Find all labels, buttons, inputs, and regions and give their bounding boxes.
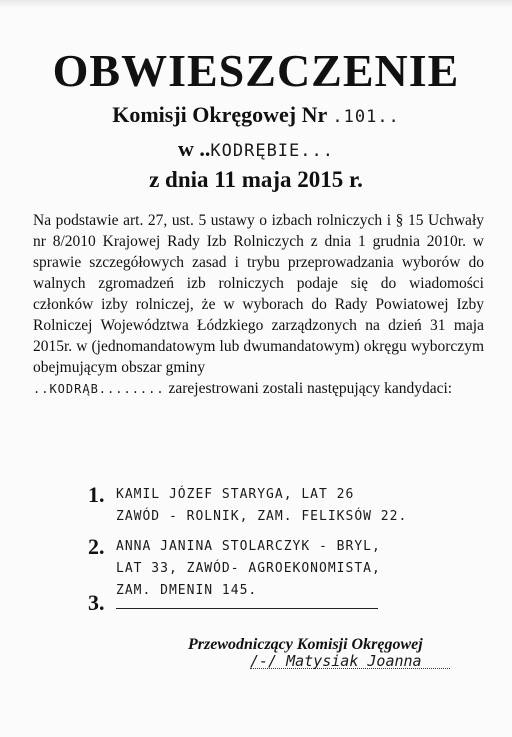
location-line [0, 138, 512, 160]
candidate-number: 2. [88, 534, 105, 559]
candidate-line: ZAM. DMENIN 145. [116, 583, 258, 598]
commission-label: Komisji Okręgowej Nr [112, 102, 327, 127]
candidate-line: ZAWÓD - ROLNIK, ZAM. FELIKSÓW 22. [116, 509, 408, 524]
scan-edge [0, 0, 512, 8]
empty-candidate-line [116, 608, 378, 609]
commission-line [0, 104, 512, 126]
location-prefix: w .. [178, 136, 211, 161]
notice-body [33, 210, 484, 400]
body-tail-text: zarejestrowani zostali następujący kandydaci: [164, 380, 453, 397]
candidate-line: LAT 33, ZAWÓD- AGROEKONOMISTA, [116, 561, 381, 576]
body-main-text: Na podstawie art. 27, ust. 5 ustawy o izbach rolniczych i § 15 Uchwały nr 8/2010 Krajowej Rady Izb Rolniczych z dnia 1 grudnia 2010r. w sprawie szczegółowych zasad i trybu przeprowadzania wyborów do walnych zgromadzeń izb rolniczych podaje się do wiadomości członków izby rolniczej, że w wyborach do Rady Powiatowej Izby Rolniczej Województwa Łódzkiego zarządzonych na dzień 31 maja 2015r. w (jednomandatowym lub dwumandatowym) okręgu wyborczym obejmującym obszar gminy [33, 212, 484, 376]
signature-title: Przewodniczący Komisji Okręgowej [188, 636, 423, 653]
notice-title: OBWIESZCZENIE [52, 45, 460, 96]
gmina-value: ..KODRĄB........ [33, 382, 165, 396]
commission-number: .101.. [332, 107, 400, 127]
signature-handwritten: /-/ Matysiak Joanna [250, 652, 422, 670]
candidate-line: KAMIL JÓZEF STARYGA, LAT 26 [116, 487, 355, 502]
candidate-number: 1. [88, 482, 105, 507]
signature-dotted-line [250, 668, 450, 669]
candidate-line: ANNA JANINA STOLARCZYK - BRYL, [116, 539, 381, 554]
location-value: KODRĘBIE... [210, 141, 334, 161]
candidate-number: 3. [88, 590, 105, 615]
candidate-details [116, 484, 407, 528]
date-line: z dnia 11 maja 2015 r. [149, 167, 363, 192]
candidate-details [116, 536, 381, 602]
body-paragraph [33, 210, 484, 400]
